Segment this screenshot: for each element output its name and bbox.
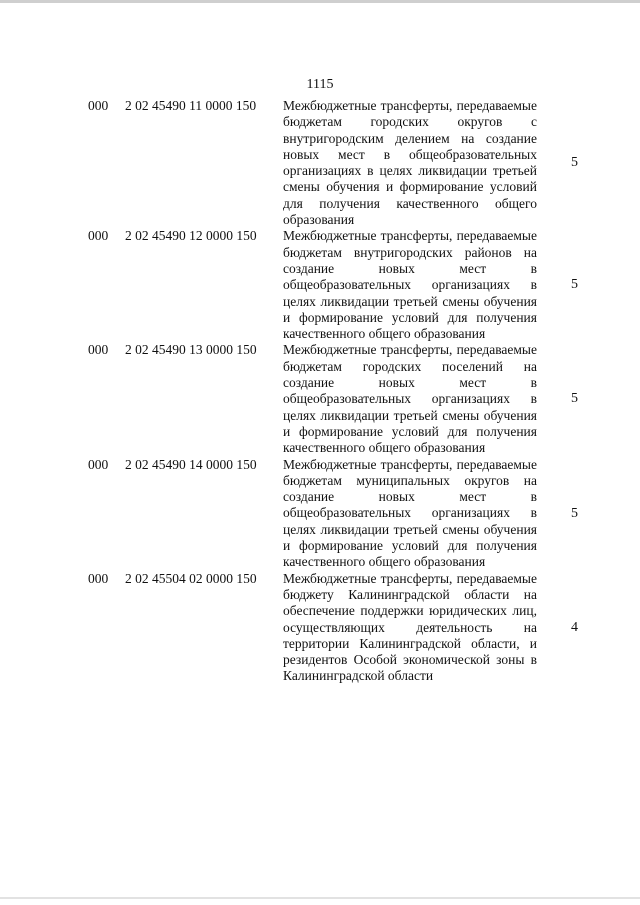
- row-amount: 5: [571, 155, 578, 171]
- table-row: [88, 228, 588, 342]
- table-row: [88, 571, 588, 685]
- admin-code: 000: [88, 342, 109, 358]
- row-description: Межбюджетные трансферты, передаваемые бюджетам внутригородских районов на создание новых мест в общеобразовательных организациях в целях ликвидации третьей смены обучения и формирование условий для получения качественного общего образования: [283, 228, 537, 342]
- row-description: Межбюджетные трансферты, передаваемые бюджетам городских поселений на создание новых мест в общеобразовательных организациях в целях ликвидации третьей смены обучения и формирование условий для получения качественного общего образования: [283, 342, 537, 456]
- admin-code: 000: [88, 98, 109, 113]
- row-description: Межбюджетные трансферты, передаваемые бюджетам муниципальных округов на создание новых мест в общеобразовательных организациях в целях ликвидации третьей смены обучения и формирование условий для получения качественного общего образования: [283, 456, 537, 570]
- scan-bottom-edge: [0, 897, 640, 899]
- budget-classification-code: 2 02 45504 02 0000 150: [125, 570, 257, 586]
- row-amount: 5: [571, 505, 578, 521]
- budget-classification-code: 2 02 45490 12 0000 150: [125, 228, 257, 244]
- budget-classification-code: 2 02 45490 13 0000 150: [125, 342, 257, 358]
- scan-top-edge: [0, 0, 640, 3]
- row-description: Межбюджетные трансферты, передаваемые бюджетам городских округов с внутригородским делением на создание новых мест в общеобразовательных организациях в целях ликвидации третьей смены обучения и формирование условий для получения качественного общего образования: [283, 98, 537, 228]
- row-amount: 5: [571, 391, 578, 407]
- admin-code: 000: [88, 456, 109, 472]
- table-row: [88, 98, 588, 228]
- admin-code: 000: [88, 570, 109, 586]
- budget-classification-code: 2 02 45490 14 0000 150: [125, 456, 257, 472]
- row-description: Межбюджетные трансферты, передаваемые бюджету Калининградской области на обеспечение поддержки юридических лиц, осуществляющих деятельность на территории Калининградской области, и резидентов Особой экономической зоны в Калининградской области: [283, 570, 537, 684]
- classification-table: [88, 98, 588, 685]
- admin-code: 000: [88, 228, 109, 244]
- row-amount: 5: [571, 277, 578, 293]
- row-amount: 4: [571, 619, 578, 635]
- table-row: [88, 457, 588, 571]
- table-row: [88, 342, 588, 456]
- budget-classification-code: 2 02 45490 11 0000 150: [125, 98, 257, 113]
- page-number: 1115: [306, 77, 334, 92]
